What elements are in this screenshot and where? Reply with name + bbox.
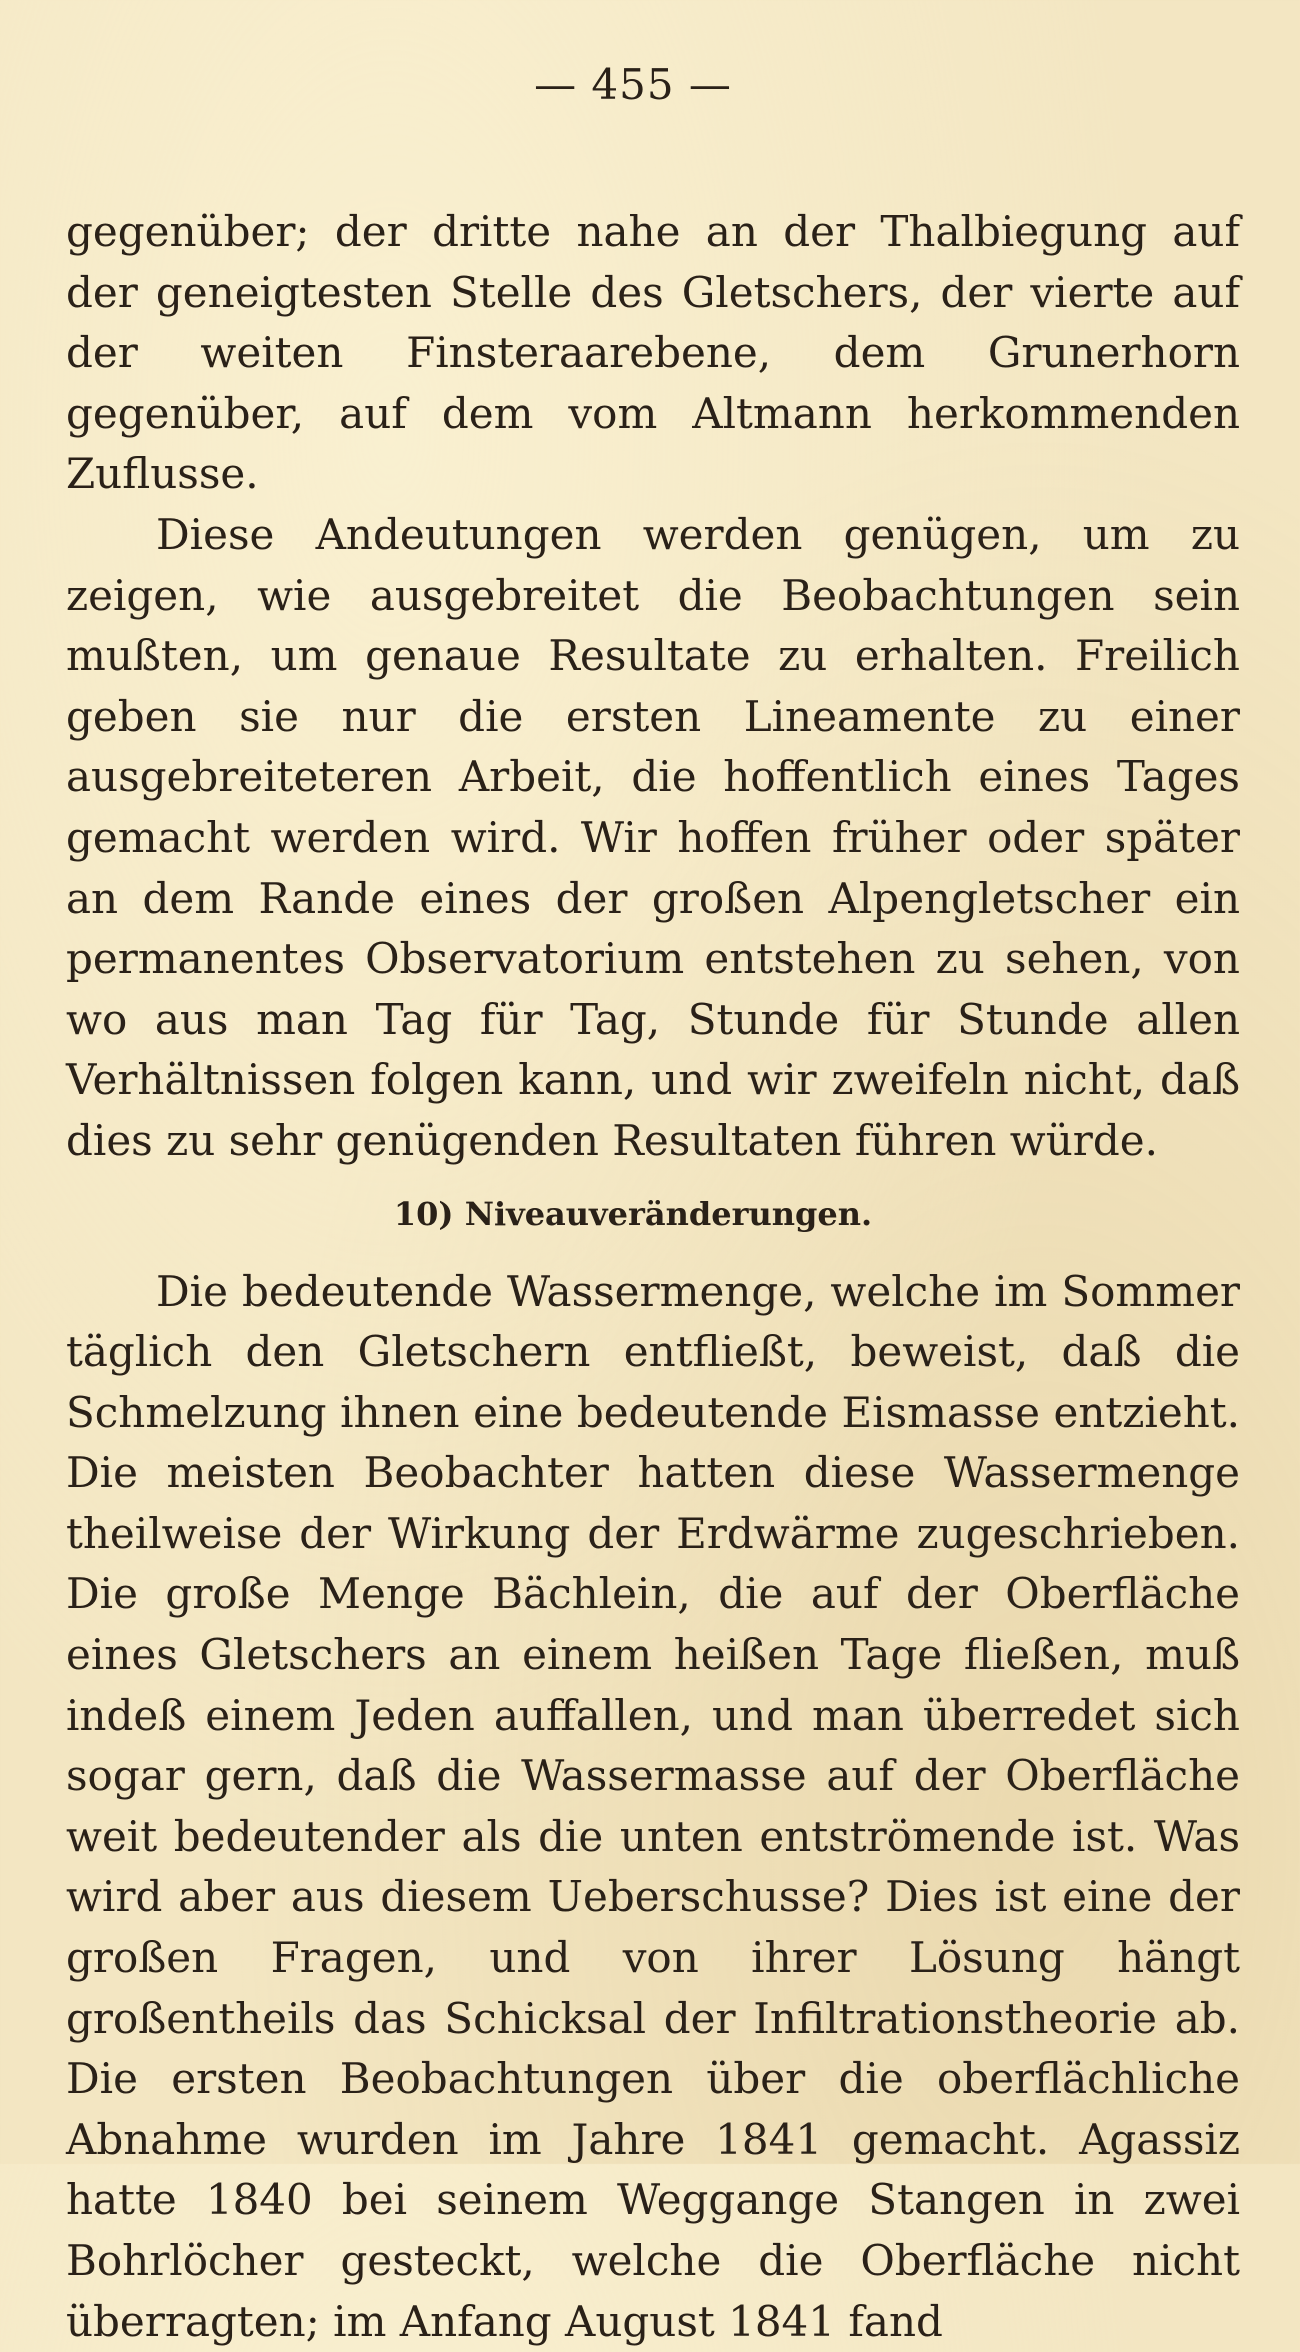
- paragraph-water-volume: Die bedeutende Wassermenge, welche im Sommer täglich den Gletschern entfließt, beweist, daß die Schmelzung ihnen eine bedeutende Eismasse entzieht. Die meisten Beobachter hatten diese Wassermenge theilweise der Wirkung der Erdwärme zugeschrieben. Die große Menge Bächlein, die auf der Oberfläche eines Gletschers an einem heißen Tage fließen, muß indeß einem Jeden auffallen, und man überredet sich sogar gern, daß die Wassermasse auf der Oberfläche weit bedeutender als die unten entströmende ist. Was wird aber aus diesem Ueberschusse? Dies ist eine der großen Fragen, und von ihrer Lösung hängt großentheils das Schicksal der Infiltrationstheorie ab. Die ersten Beobachtungen über die oberflächliche Abnahme wurden im Jahre 1841 gemacht. Agassiz hatte 1840 bei seinem Weggange Stangen in zwei Bohrlöcher gesteckt, welche die Oberfläche nicht überragten; im Anfang August 1841 fand: [66, 1262, 1240, 2352]
- paragraph-continuation: gegenüber; der dritte nahe an der Thalbiegung auf der geneigtesten Stelle des Gletschers, der vierte auf der weiten Finsteraarebene, dem Grunerhorn gegenüber, auf dem vom Altmann herkommenden Zuflusse.: [66, 202, 1240, 505]
- section-heading: 10) Niveauveränderungen.: [26, 1184, 1240, 1244]
- page-number: — 455 —: [26, 50, 1240, 120]
- paragraph-observations: Diese Andeutungen werden genügen, um zu zeigen, wie ausgebreitet die Beobachtungen sein mußten, um genaue Resultate zu erhalten. Freilich geben sie nur die ersten Lineamente zu einer ausgebreiteteren Arbeit, die hoffentlich eines Tages gemacht werden wird. Wir hoffen früher oder später an dem Rande eines der großen Alpengletscher ein permanentes Observatorium entstehen zu sehen, von wo aus man Tag für Tag, Stunde für Stunde allen Verhältnissen folgen kann, und wir zweifeln nicht, daß dies zu sehr genügenden Resultaten führen würde.: [66, 505, 1240, 1172]
